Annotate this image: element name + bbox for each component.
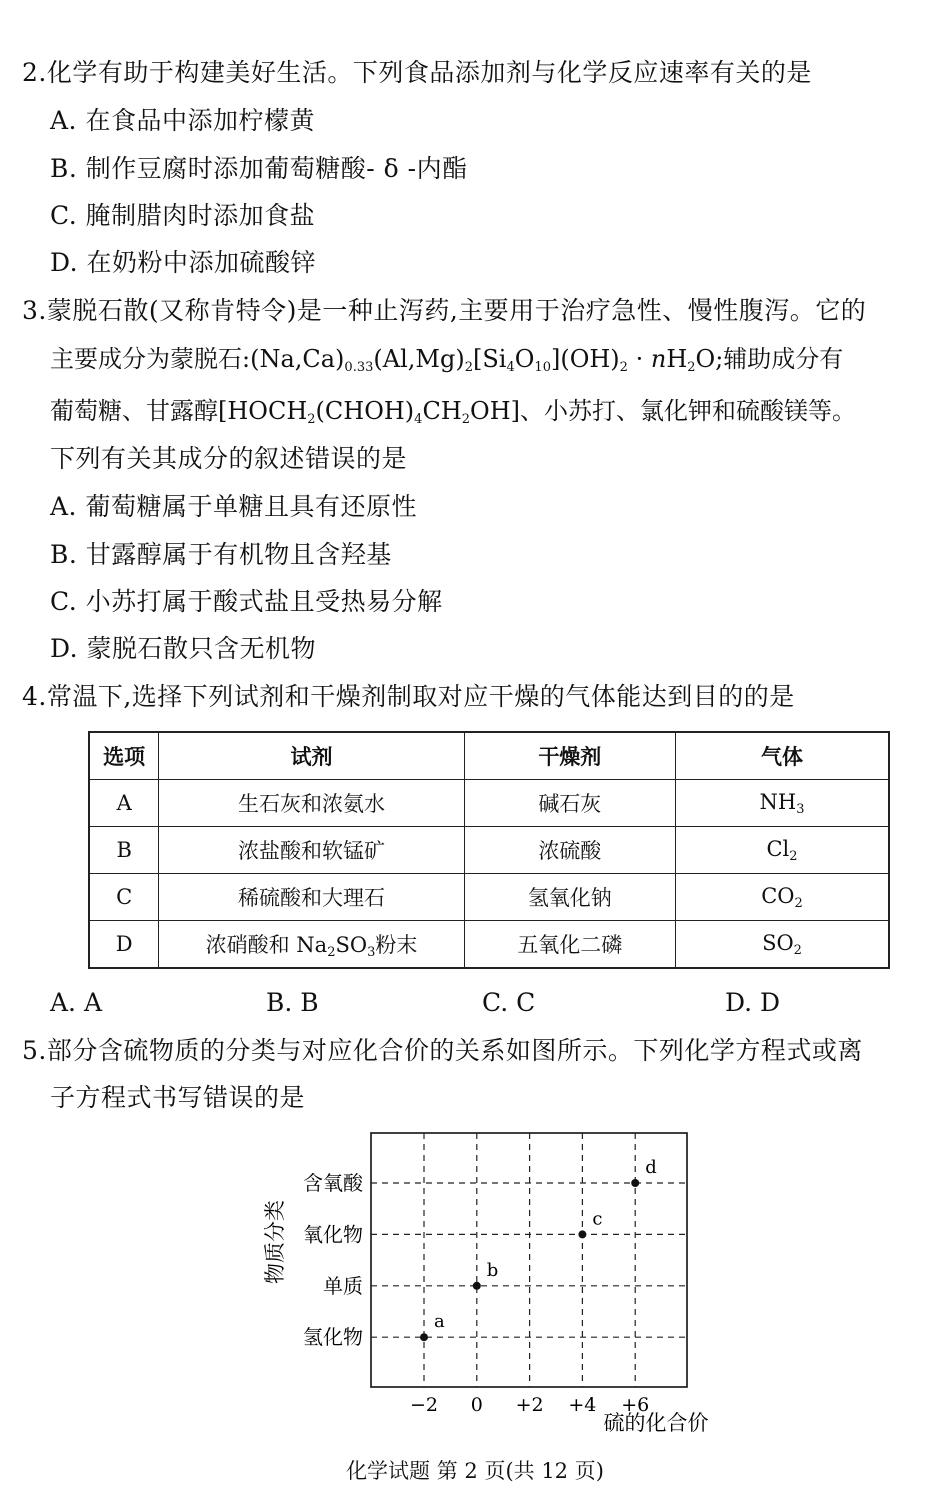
header-gas: 气体 (676, 732, 889, 780)
header-reagent: 试剂 (159, 732, 464, 780)
cell-gas: $SO_2$ (676, 921, 889, 969)
q4-stem: 4.常温下,选择下列试剂和干燥剂制取对应干燥的气体能达到目的的是 (22, 682, 795, 711)
y-tick-label: 含氧酸 (303, 1171, 363, 1195)
q5-stem-line2: 子方程式书写错误的是 (50, 1083, 306, 1112)
cell-reagent: 浓硝酸和 $Na_2SO_3$粉末 (159, 921, 464, 969)
cell-reagent: 生石灰和浓氨水 (159, 780, 464, 827)
cell-dryer: 氢氧化钠 (464, 874, 675, 921)
data-point (420, 1333, 428, 1341)
y-tick-label: 单质 (323, 1273, 363, 1298)
cell-dryer: 浓硫酸 (464, 827, 675, 874)
q4-answer-b: B. B (266, 988, 319, 1017)
x-tick-label: +6 (621, 1394, 650, 1416)
q4-answer-d: D. D (725, 988, 781, 1017)
header-dryer: 干燥剂 (464, 732, 675, 780)
x-tick-label: +2 (515, 1394, 544, 1416)
y-tick-label: 氧化物 (303, 1222, 363, 1247)
data-point (473, 1282, 481, 1290)
q3-stem-line2: 主要成分为蒙脱石$:(Na,Ca)_{0.33}(Al,Mg)_2[Si_4O_{10}](OH)_2 \cdot nH_2O$;辅助成分有 (50, 345, 844, 375)
cell-dryer: 碱石灰 (464, 780, 675, 827)
cell-gas: $Cl_2$ (676, 827, 889, 874)
q2-stem: 2.化学有助于构建美好生活。下列食品添加剂与化学反应速率有关的是 (22, 58, 812, 87)
q2-option-a: A. 在食品中添加柠檬黄 (50, 106, 315, 135)
y-tick-label: 氢化物 (303, 1325, 363, 1350)
data-point-label: d (645, 1157, 657, 1178)
cell-dryer: 五氧化二磷 (464, 921, 675, 969)
q3-stem-line4: 下列有关其成分的叙述错误的是 (50, 444, 408, 473)
x-axis-label: 硫的化合价 (603, 1411, 709, 1435)
q2-option-c: C. 腌制腊肉时添加食盐 (50, 201, 316, 230)
page-footer: 化学试题 第 2 页(共 12 页) (346, 1459, 604, 1483)
data-point-label: b (486, 1259, 499, 1281)
data-point (578, 1230, 586, 1238)
q3-option-b: B. 甘露醇属于有机物且含羟基 (50, 540, 392, 569)
data-point (631, 1179, 639, 1187)
cell-reagent: 稀硫酸和大理石 (159, 874, 464, 921)
q4-answer-c: C. C (482, 988, 536, 1017)
data-point-label: a (434, 1311, 445, 1333)
q3-stem-line1: 3.蒙脱石散(又称肯特令)是一种止泻药,主要用于治疗急性、慢性腹泻。它的 (22, 296, 867, 325)
cell-reagent: 浓盐酸和软锰矿 (159, 827, 464, 874)
q2-option-b: B. 制作豆腐时添加葡萄糖酸- δ -内酯 (50, 154, 468, 183)
q5-stem-line1: 5.部分含硫物质的分类与对应化合价的关系如图所示。下列化学方程式或离 (22, 1036, 863, 1065)
q2-option-d: D. 在奶粉中添加硫酸锌 (50, 248, 317, 277)
cell-gas: $NH_3$ (676, 780, 889, 827)
cell-option: B (89, 827, 159, 874)
x-tick-label: 0 (470, 1394, 483, 1416)
cell-option: D (89, 921, 159, 969)
data-point-label: c (592, 1208, 603, 1230)
q3-option-a: A. 葡萄糖属于单糖且具有还原性 (50, 492, 417, 521)
cell-option: A (89, 780, 159, 827)
header-option: 选项 (89, 732, 159, 780)
q3-option-d: D. 蒙脱石散只含无机物 (50, 634, 317, 663)
q3-option-c: C. 小苏打属于酸式盐且受热易分解 (50, 587, 443, 616)
q3-stem-line3: 葡萄糖、甘露醇$[HOCH_2(CHOH)_4CH_2OH]$、小苏打、氯化钾和硫酸镁等。 (50, 397, 856, 427)
x-tick-label: −2 (409, 1394, 439, 1416)
q4-answer-a: A. A (50, 988, 103, 1017)
x-tick-label: +4 (568, 1394, 597, 1416)
y-axis-label: 物质分类 (263, 1200, 287, 1284)
cell-option: C (89, 874, 159, 921)
cell-gas: $CO_2$ (676, 874, 889, 921)
